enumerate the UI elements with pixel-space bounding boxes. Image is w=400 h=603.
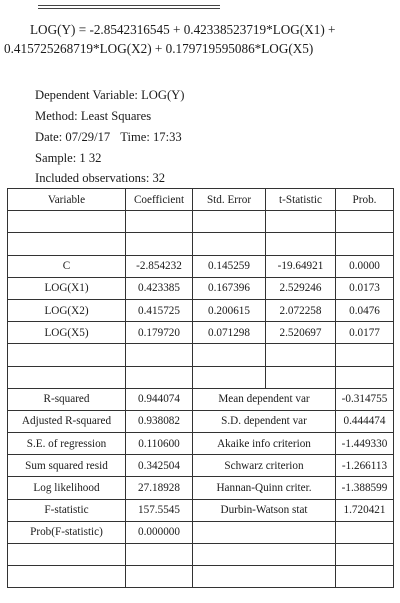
t-statistic-cell: 2.072258 xyxy=(266,299,336,321)
t-statistic-cell: -19.64921 xyxy=(266,255,336,277)
table-row xyxy=(8,299,394,321)
stats-row xyxy=(8,455,394,477)
coefficient-cell: 0.423385 xyxy=(126,277,193,299)
sample-text: Sample: 1 32 xyxy=(35,151,102,165)
header-cell: Std. Error xyxy=(193,189,266,211)
stat-value-cell: 0.110600 xyxy=(126,433,193,455)
table-row xyxy=(8,277,394,299)
regression-table xyxy=(7,188,394,588)
equation-line-2: 0.415725268719*LOG(X2) + 0.179719595086*LOG(X5) xyxy=(4,41,314,56)
stat-value-cell: -1.449330 xyxy=(336,433,394,455)
std-error-cell: 0.145259 xyxy=(193,255,266,277)
prob-cell: 0.0476 xyxy=(336,299,394,321)
equation-line-1: LOG(Y) = -2.8542316545 + 0.42338523719*LOG(X1) + xyxy=(30,22,336,37)
blank-row xyxy=(8,544,394,566)
coefficient-cell: 0.179720 xyxy=(126,322,193,344)
std-error-cell: 0.200615 xyxy=(193,299,266,321)
table-row xyxy=(8,255,394,277)
table-row xyxy=(8,322,394,344)
stat-value-cell: 0.342504 xyxy=(126,455,193,477)
blank-row xyxy=(8,344,394,366)
std-error-cell: 0.071298 xyxy=(193,322,266,344)
method-text: Method: Least Squares xyxy=(35,109,152,123)
table-header-row xyxy=(8,189,394,211)
stat-value-cell: -1.266113 xyxy=(336,455,394,477)
variable-cell: LOG(X5) xyxy=(8,322,126,344)
stat-label-cell xyxy=(193,521,336,543)
blank-row xyxy=(8,366,394,388)
coefficient-cell: 0.415725 xyxy=(126,299,193,321)
stats-row xyxy=(8,388,394,410)
stat-value-cell: 0.000000 xyxy=(126,521,193,543)
stat-value-cell: 157.5545 xyxy=(126,499,193,521)
stat-value-cell xyxy=(336,521,394,543)
stats-row xyxy=(8,410,394,432)
stat-value-cell: 0.944074 xyxy=(126,388,193,410)
stat-label-cell: Mean dependent var xyxy=(193,388,336,410)
variable-cell: LOG(X2) xyxy=(8,299,126,321)
stat-value-cell: -0.314755 xyxy=(336,388,394,410)
observations-text: Included observations: 32 xyxy=(35,171,166,185)
date-text: Date: 07/29/17 xyxy=(35,130,111,144)
dependent-variable-text: Dependent Variable: LOG(Y) xyxy=(35,88,185,102)
stat-label-cell: Akaike info criterion xyxy=(193,433,336,455)
blank-row xyxy=(8,566,394,588)
stat-label-cell: F-statistic xyxy=(8,499,126,521)
header-cell: Prob. xyxy=(336,189,394,211)
stat-label-cell: Hannan-Quinn criter. xyxy=(193,477,336,499)
stat-label-cell: R-squared xyxy=(8,388,126,410)
stat-label-cell: S.E. of regression xyxy=(8,433,126,455)
std-error-cell: 0.167396 xyxy=(193,277,266,299)
header-cell: t-Statistic xyxy=(266,189,336,211)
stats-row xyxy=(8,477,394,499)
prob-cell: 0.0000 xyxy=(336,255,394,277)
stat-label-cell: Schwarz criterion xyxy=(193,455,336,477)
t-statistic-cell: 2.529246 xyxy=(266,277,336,299)
stat-label-cell: Log likelihood xyxy=(8,477,126,499)
prob-cell: 0.0177 xyxy=(336,322,394,344)
variable-cell: C xyxy=(8,255,126,277)
top-rule xyxy=(38,5,220,9)
stat-label-cell: Sum squared resid xyxy=(8,455,126,477)
prob-cell: 0.0173 xyxy=(336,277,394,299)
time-text: Time: 17:33 xyxy=(120,130,182,144)
stat-label-cell: Durbin-Watson stat xyxy=(193,499,336,521)
stat-value-cell: -1.388599 xyxy=(336,477,394,499)
stat-label-cell: Prob(F-statistic) xyxy=(8,521,126,543)
blank-row xyxy=(8,233,394,255)
stats-row xyxy=(8,499,394,521)
date-time-line xyxy=(35,130,182,145)
stat-value-cell: 0.938082 xyxy=(126,410,193,432)
variable-cell: LOG(X1) xyxy=(8,277,126,299)
stat-label-cell: S.D. dependent var xyxy=(193,410,336,432)
stat-label-cell: Adjusted R-squared xyxy=(8,410,126,432)
stats-row xyxy=(8,433,394,455)
header-cell: Coefficient xyxy=(126,189,193,211)
t-statistic-cell: 2.520697 xyxy=(266,322,336,344)
header-cell: Variable xyxy=(8,189,126,211)
blank-row xyxy=(8,211,394,233)
stats-row xyxy=(8,521,394,543)
stat-value-cell: 1.720421 xyxy=(336,499,394,521)
coefficient-cell: -2.854232 xyxy=(126,255,193,277)
stat-value-cell: 0.444474 xyxy=(336,410,394,432)
stat-value-cell: 27.18928 xyxy=(126,477,193,499)
